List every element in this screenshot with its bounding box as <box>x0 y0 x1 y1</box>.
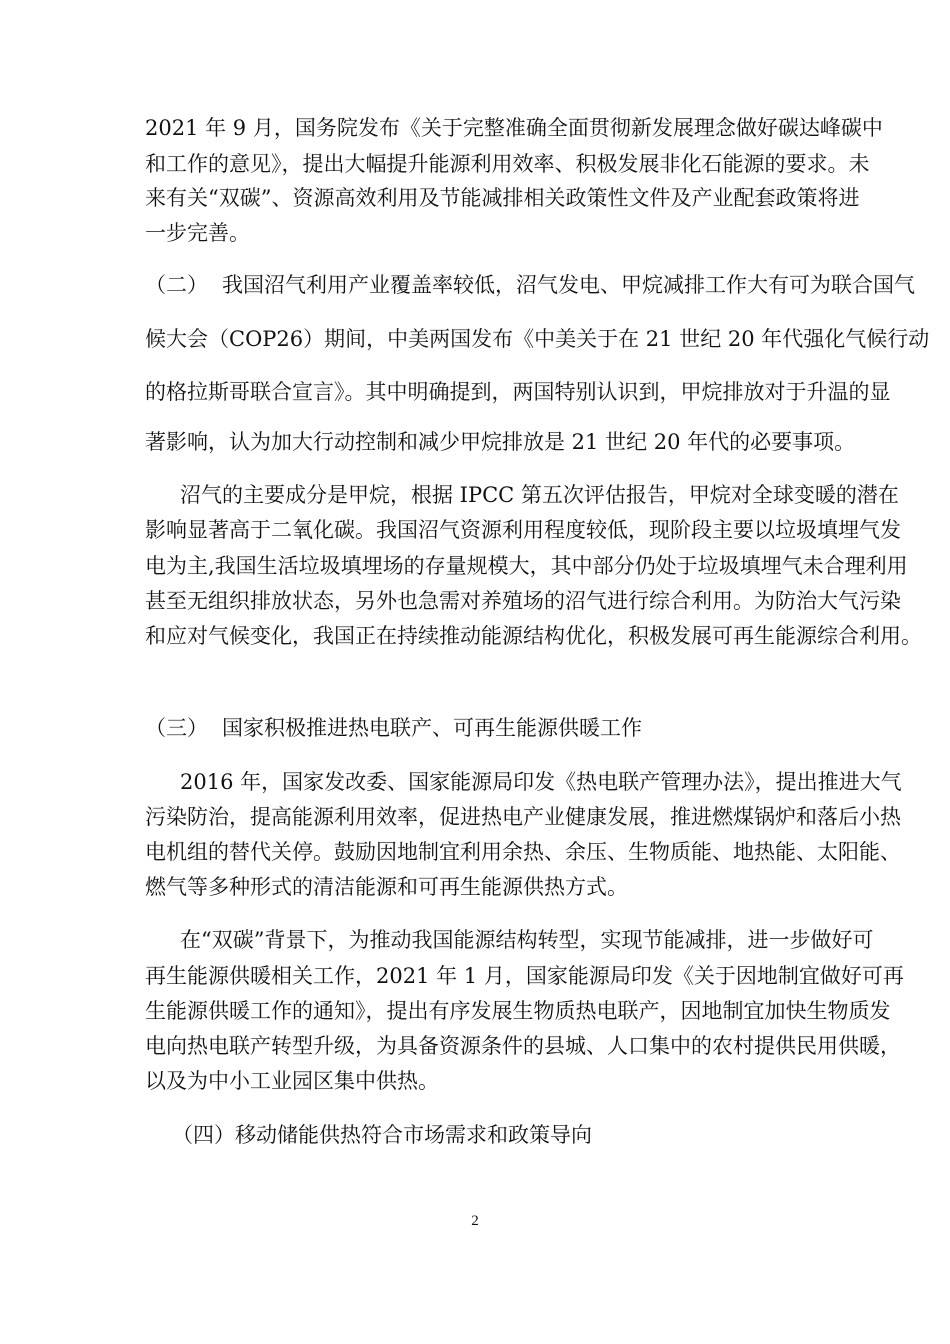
text-line: 2016 年，国家发改委、国家能源局印发《热电联产管理办法》，提出推进大气 <box>180 770 902 794</box>
text-line: 电向热电联产转型升级，为具备资源条件的县城、人口集中的农村提供民用供暖， <box>145 1034 901 1058</box>
section-4-heading: （四）移动储能供热符合市场需求和政策导向 <box>172 1123 592 1147</box>
text-line: 2021 年 9 月，国务院发布《关于完整准确全面贯彻新发展理念做好碳达峰碳中 <box>145 116 883 140</box>
section-heading-row <box>145 715 642 741</box>
text-line: 再生能源供暖相关工作，2021 年 1 月，国家能源局印发《关于因地制宜做好可再 <box>145 964 904 988</box>
text-line: 和应对气候变化，我国正在持续推动能源结构优化，积极发展可再生能源综合利用。 <box>145 624 922 648</box>
text-line: 一步完善。 <box>145 221 250 245</box>
text-line: 在“双碳”背景下，为推动我国能源结构转型，实现节能减排，进一步做好可 <box>180 928 874 952</box>
section-heading: 我国沼气利用产业覆盖率较低，沼气发电、甲烷减排工作大有可为联合国气 <box>222 273 915 297</box>
text-line: 电机组的替代关停。鼓励因地制宜利用余热、余压、生物质能、地热能、太阳能、 <box>145 840 901 864</box>
text-line: 甚至无组织排放状态，另外也急需对养殖场的沼气进行综合利用。为防治大气污染 <box>145 589 901 613</box>
text-line: 生能源供暖工作的通知》，提出有序发展生物质热电联产，因地制宜加快生物质发 <box>145 999 891 1023</box>
section-heading-row <box>145 272 915 298</box>
section-heading: 国家积极推进热电联产、可再生能源供暖工作 <box>222 716 642 740</box>
text-line: 和工作的意见》，提出大幅提升能源利用效率、积极发展非化石能源的要求。未 <box>145 152 870 176</box>
text-line: 电为主,我国生活垃圾填埋场的存量规模大，其中部分仍处于垃圾填埋气未合理利用 <box>145 554 908 578</box>
text-line: 来有关“双碳”、资源高效利用及节能减排相关政策性文件及产业配套政策将进 <box>145 186 860 210</box>
text-line: 以及为中小工业园区集中供热。 <box>145 1069 439 1093</box>
text-line: 燃气等多种形式的清洁能源和可再生能源供热方式。 <box>145 875 628 899</box>
text-line: 的格拉斯哥联合宣言》。其中明确提到，两国特别认识到，甲烷排放对于升温的显 <box>145 380 891 404</box>
text-line: 沼气的主要成分是甲烷，根据 IPCC 第五次评估报告，甲烷对全球变暖的潜在 <box>180 483 899 507</box>
text-line: 污染防治，提高能源利用效率，促进热电产业健康发展，推进燃煤锅炉和落后小热 <box>145 805 901 829</box>
text-line: 候大会（COP26）期间，中美两国发布《中美关于在 21 世纪 20 年代强化气候行动 <box>145 327 930 351</box>
text-line: 影响显著高于二氧化碳。我国沼气资源利用程度较低，现阶段主要以垃圾填埋气发 <box>145 518 901 542</box>
section-number: （三） <box>145 716 208 740</box>
page-number: 2 <box>471 1213 479 1229</box>
section-number: （二） <box>145 273 208 297</box>
text-line: 著影响，认为加大行动控制和减少甲烷排放是 21 世纪 20 年代的必要事项。 <box>145 430 856 454</box>
